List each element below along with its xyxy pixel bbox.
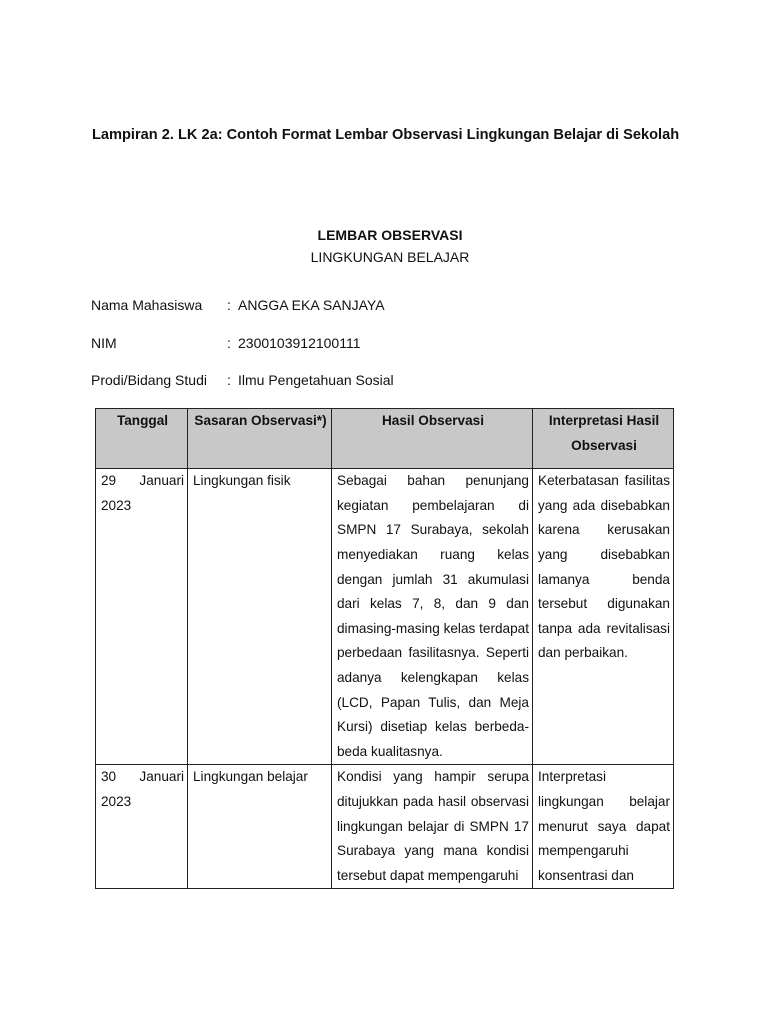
result-cell: Sebagai bahan penunjang kegiatan pembelajaran di SMPN 17 Surabaya, sekolah menyediakan ruang kelas dengan jumlah 31 akumulasi dari kelas 7, 8, dan 9 dan dimasing-masing kelas terdapat perbedaan fasilitasnya. Seperti adanya kelengkapan kelas (LCD, Papan Tulis, dan Meja Kursi) disetiap kelas berbeda-beda kualitasnya. (332, 469, 533, 765)
info-colon: : (227, 297, 231, 313)
date-cell (96, 469, 188, 765)
info-label: Nama Mahasiswa (91, 297, 203, 313)
info-row-nim (91, 333, 361, 353)
date-year: 2023 (101, 497, 132, 513)
date-day: 30 (101, 769, 117, 785)
date-month: Januari (139, 473, 184, 489)
target-cell: Lingkungan fisik (188, 469, 332, 765)
table-row (96, 765, 674, 889)
date-cell (96, 765, 188, 889)
table-header-row (96, 409, 674, 469)
header-target: Sasaran Observasi*) (188, 409, 332, 469)
info-row-name (91, 295, 385, 315)
form-title-main: LEMBAR OBSERVASI (317, 227, 463, 243)
header-date: Tanggal (96, 409, 188, 469)
info-value-nim: 2300103912100111 (238, 335, 361, 351)
info-colon: : (227, 335, 231, 351)
target-cell: Lingkungan belajar (188, 765, 332, 889)
info-label: Prodi/Bidang Studi (91, 372, 207, 388)
interpretation-cell: Keterbatasan fasilitas yang ada disebabkan karena kerusakan yang disebabkan lamanya benda tersebut digunakan tanpa ada revitalisasi dan perbaikan. (533, 469, 674, 765)
observation-table (95, 408, 674, 889)
date-day: 29 (101, 473, 117, 489)
page-heading: Lampiran 2. LK 2a: Contoh Format Lembar Observasi Lingkungan Belajar di Sekolah (92, 127, 680, 143)
info-value-program: Ilmu Pengetahuan Sosial (238, 372, 394, 388)
table-row (96, 469, 674, 765)
form-title (0, 224, 768, 268)
header-result: Hasil Observasi (332, 409, 533, 469)
info-label: NIM (91, 335, 117, 351)
info-colon: : (227, 372, 231, 388)
header-interpretation: Interpretasi Hasil Observasi (533, 409, 674, 469)
date-year: 2023 (101, 793, 132, 809)
date-month: Januari (139, 769, 184, 785)
interpretation-cell: Interpretasi lingkungan belajar menurut saya dapat mempengaruhi konsentrasi dan (533, 765, 674, 889)
result-cell: Kondisi yang hampir serupa ditujukkan pada hasil observasi lingkungan belajar di SMPN 17 Surabaya yang mana kondisi tersebut dapat mempengaruhi (332, 765, 533, 889)
form-title-sub: LINGKUNGAN BELAJAR (310, 249, 470, 265)
info-value-student-name: ANGGA EKA SANJAYA (238, 297, 385, 313)
info-row-program (91, 370, 394, 390)
